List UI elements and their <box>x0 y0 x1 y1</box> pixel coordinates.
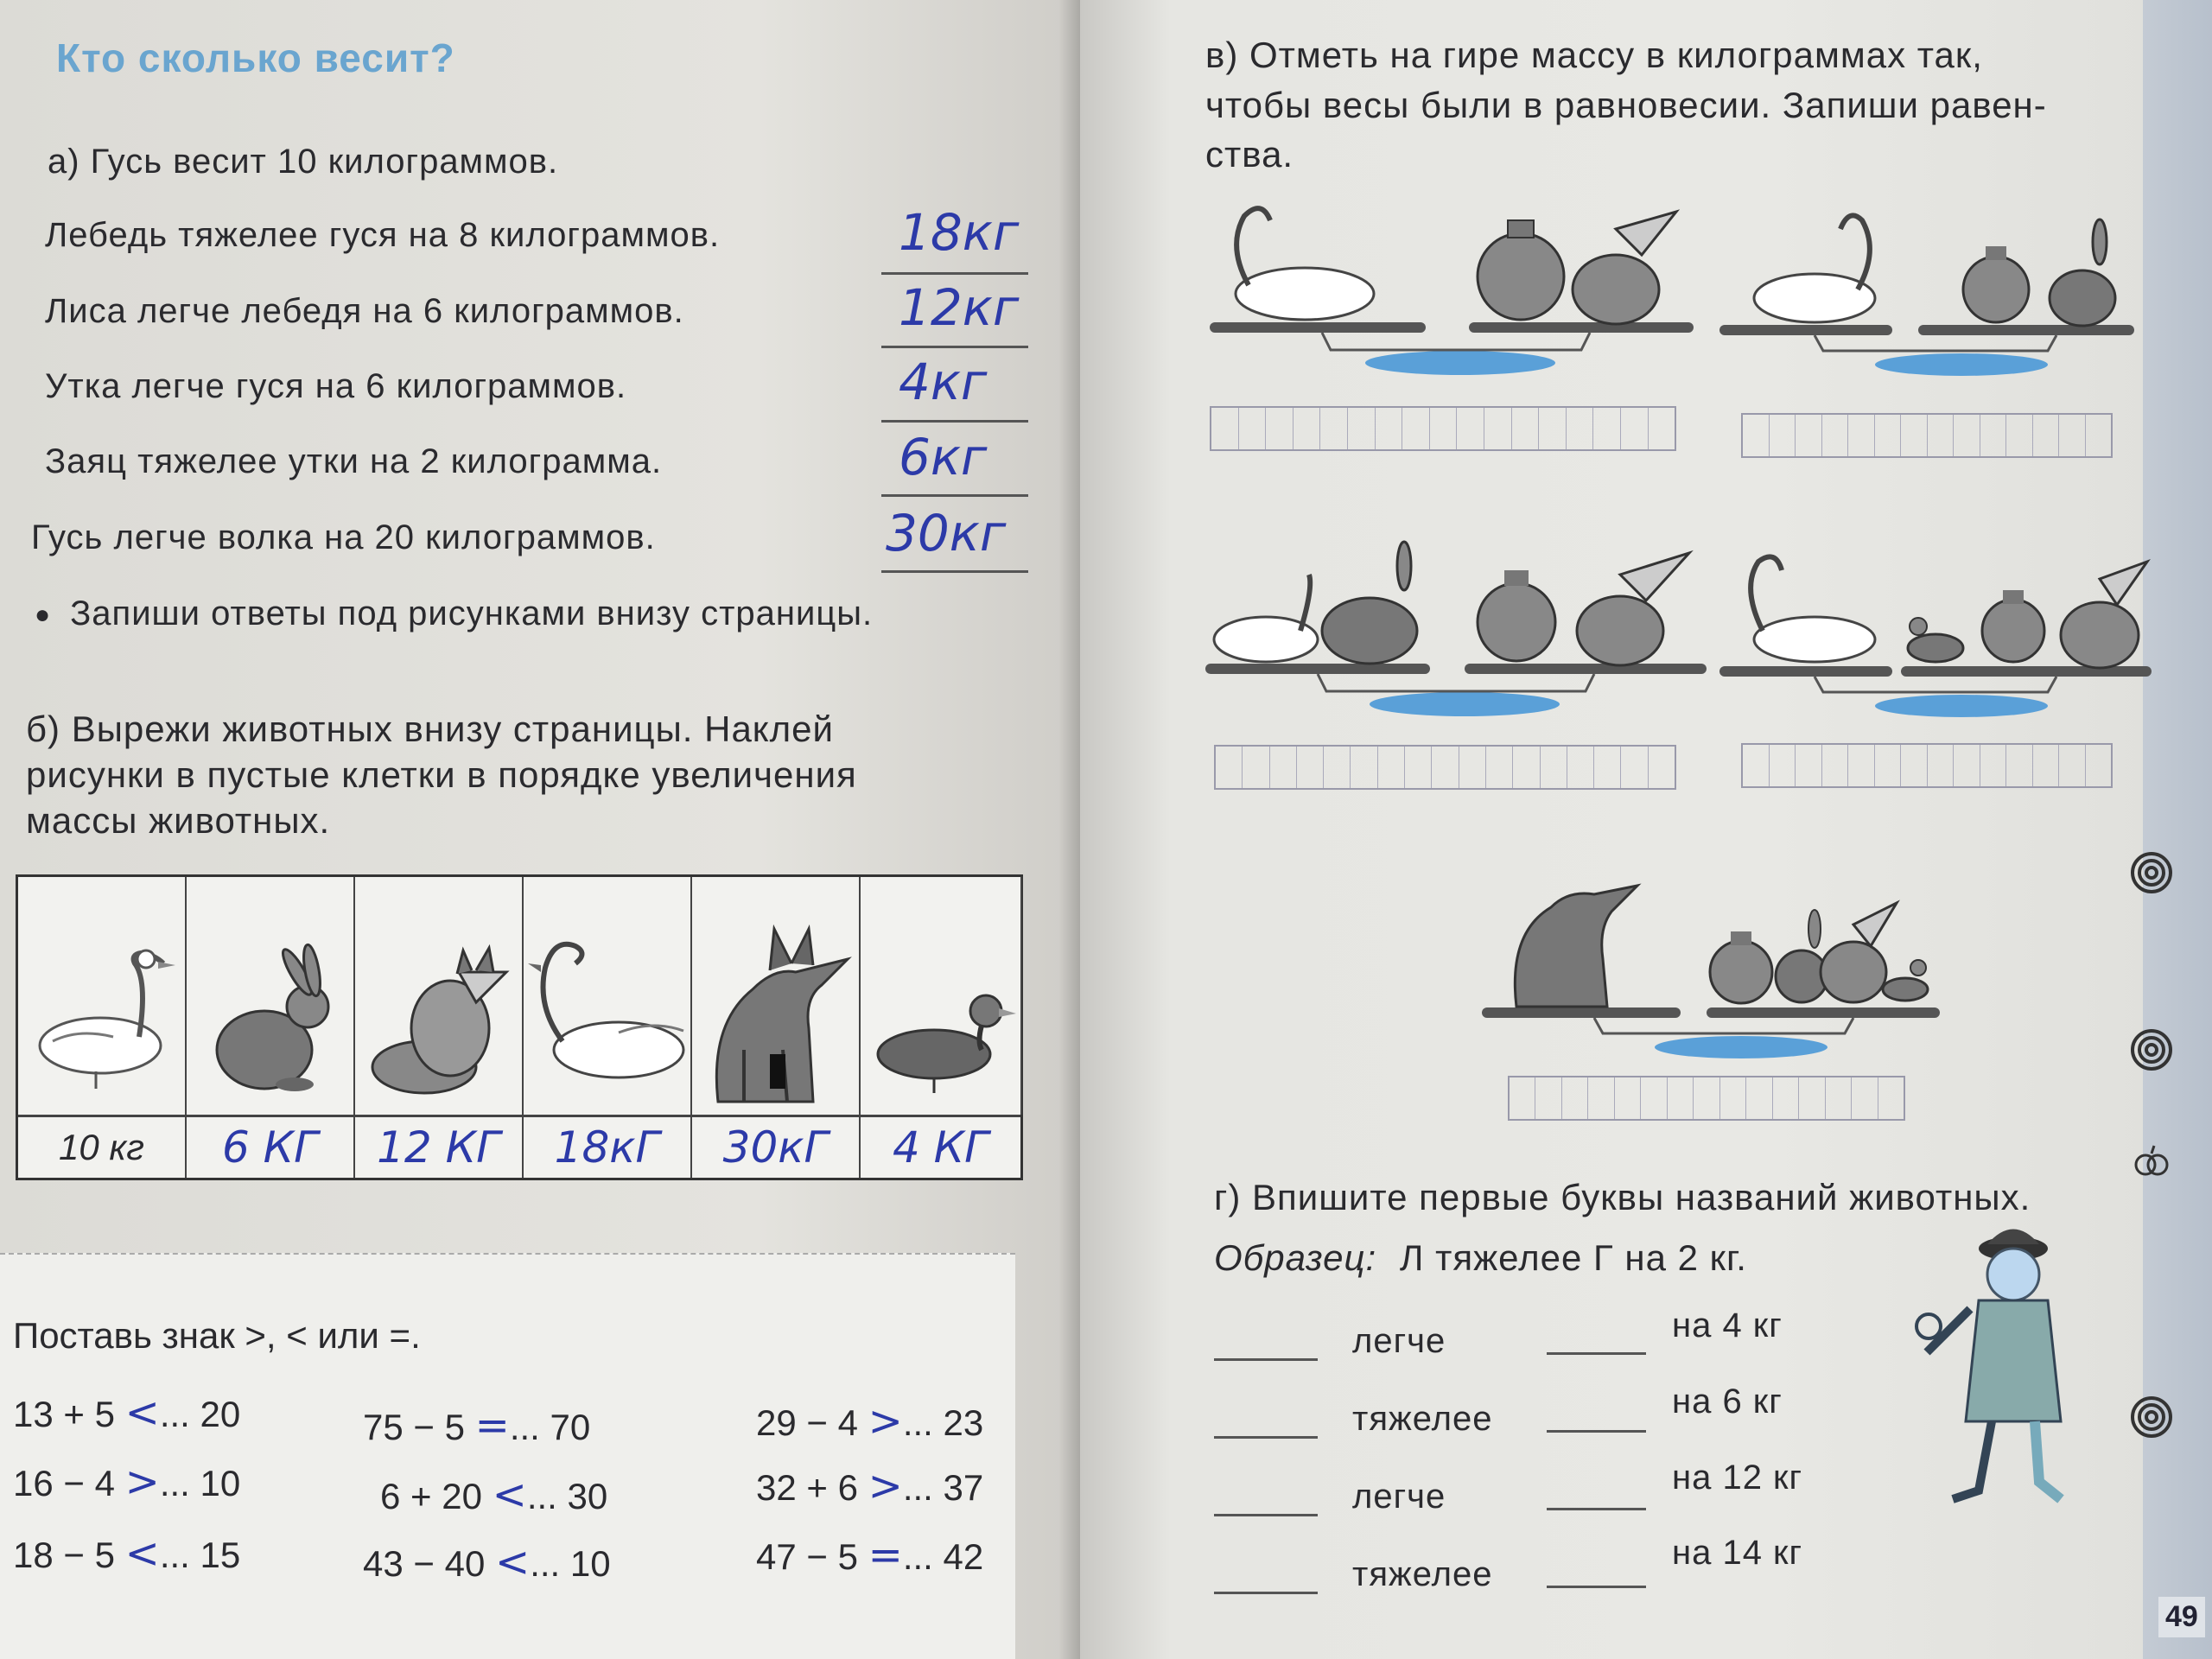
table-cell-fox <box>355 877 524 1115</box>
row-1-word: легче <box>1352 1322 1446 1360</box>
compare-r2-c3: 32 + 6 >... 37 <box>756 1462 984 1510</box>
answer-line-2 <box>881 346 1028 348</box>
answer-4: 6кг <box>899 428 988 486</box>
right-page <box>1080 0 2212 1659</box>
answer-line-4 <box>881 494 1028 497</box>
answer-2: 12кг <box>899 278 1020 337</box>
blank-3a[interactable] <box>1214 1514 1318 1516</box>
part-b-line-3: массы животных. <box>26 800 331 841</box>
blank-3b[interactable] <box>1547 1508 1646 1510</box>
table-cell-wolf <box>692 877 861 1115</box>
equation-grid-1[interactable] <box>1210 406 1676 451</box>
detective-illustration <box>1910 1205 2100 1516</box>
part-v-line-3: ства. <box>1205 134 1294 175</box>
equation-grid-4[interactable] <box>1741 743 2113 788</box>
answer-line-3 <box>881 420 1028 423</box>
weight-cell-goose: 10 кг <box>18 1115 187 1178</box>
problem-line-3: Утка легче гуся на 6 килограммов. <box>45 367 627 405</box>
compare-r3-c1: 18 − 5 <... 15 <box>13 1529 241 1578</box>
balance-scale-3 <box>1205 536 1707 721</box>
swan-icon <box>524 877 690 1115</box>
equation-grid-2[interactable] <box>1741 413 2113 458</box>
equation-grid-3[interactable] <box>1214 745 1676 790</box>
swan-icon <box>1236 208 1374 320</box>
table-cell-goose <box>18 877 187 1115</box>
answer-5: 30кг <box>886 504 1007 563</box>
page-number: 49 <box>2158 1597 2205 1637</box>
part-b-line-2: рисунки в пустые клетки в порядке увеличения <box>26 754 857 795</box>
fox-icon <box>355 877 522 1115</box>
weight-icon <box>1478 570 1555 661</box>
table-cell-hare <box>187 877 355 1115</box>
blank-2b[interactable] <box>1547 1430 1646 1433</box>
row-4-amount: на 14 кг <box>1672 1534 1803 1572</box>
answer-line-1 <box>881 272 1028 275</box>
blank-4a[interactable] <box>1214 1592 1318 1594</box>
comparison-instruction: Поставь знак >, < или =. <box>13 1315 421 1356</box>
fox-icon <box>1573 212 1676 324</box>
problem-line-1: Лебедь тяжелее гуся на 8 килограммов. <box>45 216 721 254</box>
swan-icon <box>1754 215 1875 322</box>
table-cell-duck <box>861 877 1022 1115</box>
wolf-icon <box>692 877 859 1115</box>
hare-icon <box>187 877 353 1115</box>
balance-scale-1 <box>1210 194 1694 380</box>
duck-icon <box>1883 960 1928 1001</box>
weight-icon <box>1478 220 1564 320</box>
apple-icon <box>2130 1141 2173 1184</box>
swirl-icon <box>2130 851 2173 894</box>
duck-icon <box>1908 618 1963 662</box>
row-2-word: тяжелее <box>1352 1400 1493 1438</box>
part-v-line-2: чтобы весы были в равновесии. Запиши равен- <box>1205 85 2047 125</box>
compare-r2-c2: 6 + 20 <... 30 <box>380 1471 608 1519</box>
hare-icon <box>1776 910 1827 1002</box>
blank-4b[interactable] <box>1547 1586 1646 1588</box>
problem-line-5: Гусь легче волка на 20 килограммов. <box>31 518 656 556</box>
bullet-instruction: ● Запиши ответы под рисунками внизу страницы. <box>35 594 874 632</box>
compare-r2-c1: 16 − 4 >... 10 <box>13 1458 241 1506</box>
balance-scale-2 <box>1719 199 2134 380</box>
swirl-icon <box>2130 1028 2173 1071</box>
fox-icon <box>2061 562 2147 668</box>
hare-icon <box>1322 542 1417 664</box>
problem-line-2: Лиса легче лебедя на 6 килограммов. <box>45 292 684 330</box>
row-1-amount: на 4 кг <box>1672 1306 1783 1344</box>
balance-scale-4 <box>1719 540 2152 721</box>
swirl-icon <box>2130 1395 2173 1439</box>
animal-weight-table <box>16 874 1023 1180</box>
row-4-word: тяжелее <box>1352 1555 1493 1593</box>
hare-icon <box>2050 219 2115 326</box>
weight-cell-swan: 18кГ <box>524 1115 692 1178</box>
part-a-intro: а) Гусь весит 10 килограммов. <box>48 143 559 181</box>
duck-icon <box>861 877 1020 1115</box>
part-v-line-1: в) Отметь на гире массу в килограммах так, <box>1205 35 1983 75</box>
compare-r3-c2: 43 − 40 <... 10 <box>363 1538 611 1586</box>
row-3-amount: на 12 кг <box>1672 1459 1803 1497</box>
part-g-title: г) Впишите первые буквы названий животных. <box>1214 1177 2031 1217</box>
table-cell-swan <box>524 877 692 1115</box>
problem-line-4: Заяц тяжелее утки на 2 килограмма. <box>45 442 663 480</box>
fox-icon <box>1577 553 1689 665</box>
goose-icon <box>18 877 185 1115</box>
weight-icon <box>1982 590 2044 662</box>
blank-1b[interactable] <box>1547 1352 1646 1355</box>
comparison-exercise <box>0 1253 1015 1659</box>
wolf-icon <box>1515 886 1637 1007</box>
blank-1a[interactable] <box>1214 1358 1318 1361</box>
compare-r1-c1: 13 + 5 <... 20 <box>13 1389 241 1437</box>
lesson-title: Кто сколько весит? <box>56 35 455 80</box>
weight-cell-wolf: 30кГ <box>692 1115 861 1178</box>
weight-cell-fox: 12 КГ <box>355 1115 524 1178</box>
blank-2a[interactable] <box>1214 1436 1318 1439</box>
balance-scale-5 <box>1482 864 1940 1063</box>
sample-line: Образец: Л тяжелее Г на 2 кг. <box>1214 1237 1747 1278</box>
weight-icon <box>1963 246 2029 322</box>
equation-grid-5[interactable] <box>1508 1076 1905 1121</box>
answer-line-5 <box>881 570 1028 573</box>
compare-r1-c2: 75 − 5 =... 70 <box>363 1402 591 1450</box>
weight-icon <box>1710 931 1772 1003</box>
goose-icon <box>1214 575 1318 662</box>
answer-1: 18кг <box>899 203 1020 262</box>
weight-cell-duck: 4 КГ <box>861 1115 1020 1178</box>
compare-r3-c3: 47 − 5 =... 42 <box>756 1531 984 1580</box>
part-b-line-1: б) Вырежи животных внизу страницы. Наклей <box>26 709 834 749</box>
compare-r1-c3: 29 − 4 >... 23 <box>756 1397 984 1446</box>
swan-icon <box>1751 556 1875 662</box>
weight-cell-hare: 6 КГ <box>187 1115 355 1178</box>
row-3-word: легче <box>1352 1478 1446 1516</box>
row-2-amount: на 6 кг <box>1672 1382 1783 1421</box>
left-page <box>0 0 1080 1659</box>
answer-3: 4кг <box>899 353 988 411</box>
